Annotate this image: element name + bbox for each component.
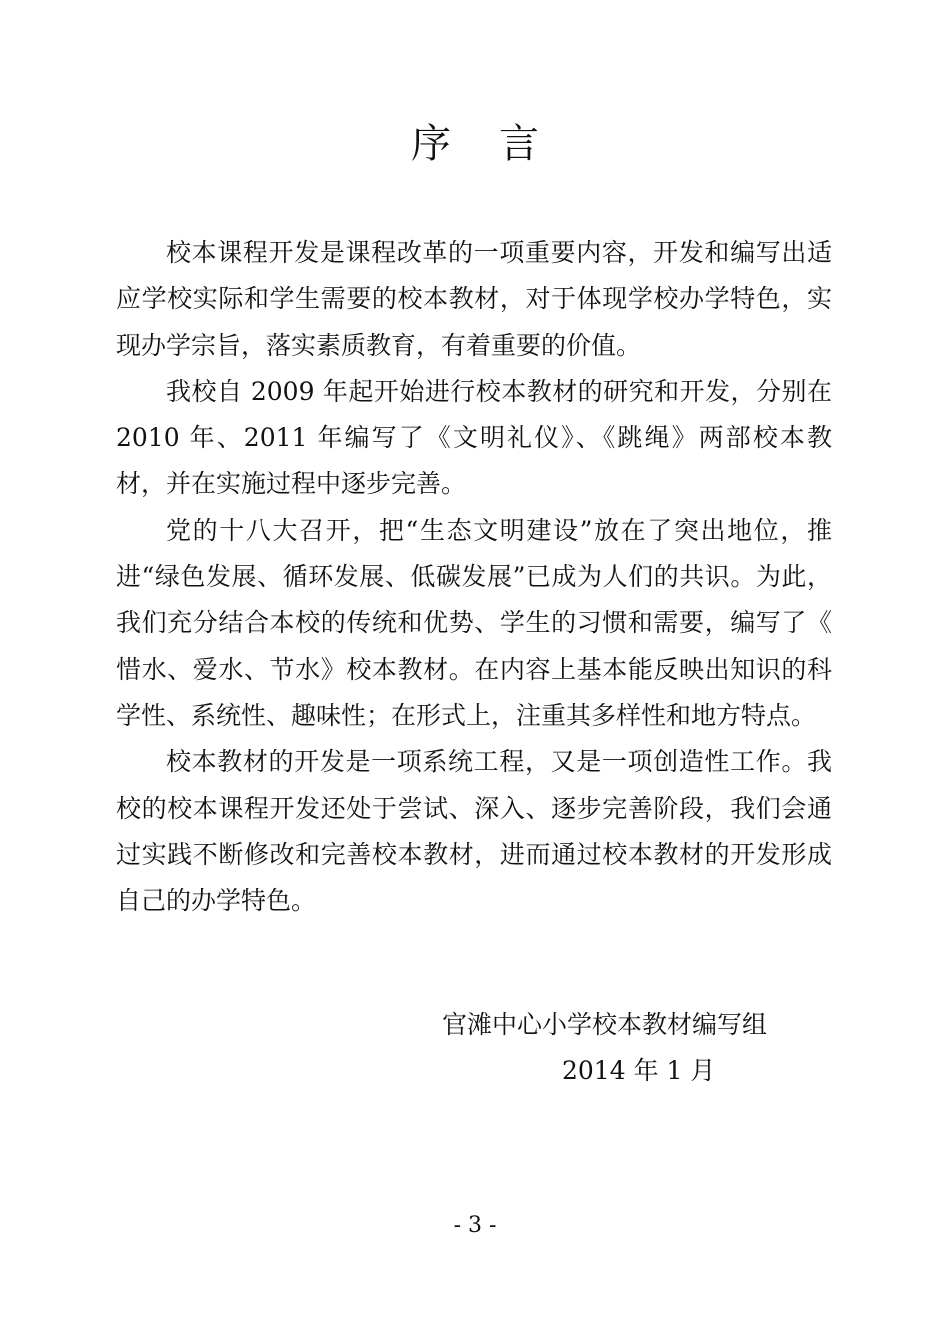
preface-paragraph-4: 校本教材的开发是一项系统工程，又是一项创造性工作。我校的校本课程开发还处于尝试、深入、逐步完善阶段，我们会通过实践不断修改和完善校本教材，进而通过校本教材的开发形成自己的办学特色。 — [116, 747, 832, 916]
preface-body — [116, 230, 832, 924]
signature-organization: 官滩中心小学校本教材编写组 — [442, 1010, 768, 1039]
signature-date: 2014 年 1 月 — [562, 1056, 716, 1085]
preface-paragraph-1: 校本课程开发是课程改革的一项重要内容，开发和编写出适应学校实际和学生需要的校本教材，对于体现学校办学特色，实现办学宗旨，落实素质教育，有着重要的价值。 — [116, 238, 832, 360]
preface-paragraph-2: 我校自 2009 年起开始进行校本教材的研究和开发，分别在 2010 年、2011 年编写了《文明礼仪》、《跳绳》两部校本教材，并在实施过程中逐步完善。 — [116, 376, 832, 499]
document-title: 序言 — [411, 121, 587, 167]
preface-paragraph-3: 党的十八大召开，把“生态文明建设”放在了突出地位，推进“绿色发展、循环发展、低碳发展”已成为人们的共识。为此，我们充分结合本校的传统和优势、学生的习惯和需要，编写了《 惜水、爱水、节水》校本教材。在内容上基本能反映出知识的科学性、系统性、趣味性；在形式上，注重其多样性和地方特点。 — [116, 515, 832, 730]
page-number: - 3 - — [453, 1213, 497, 1238]
